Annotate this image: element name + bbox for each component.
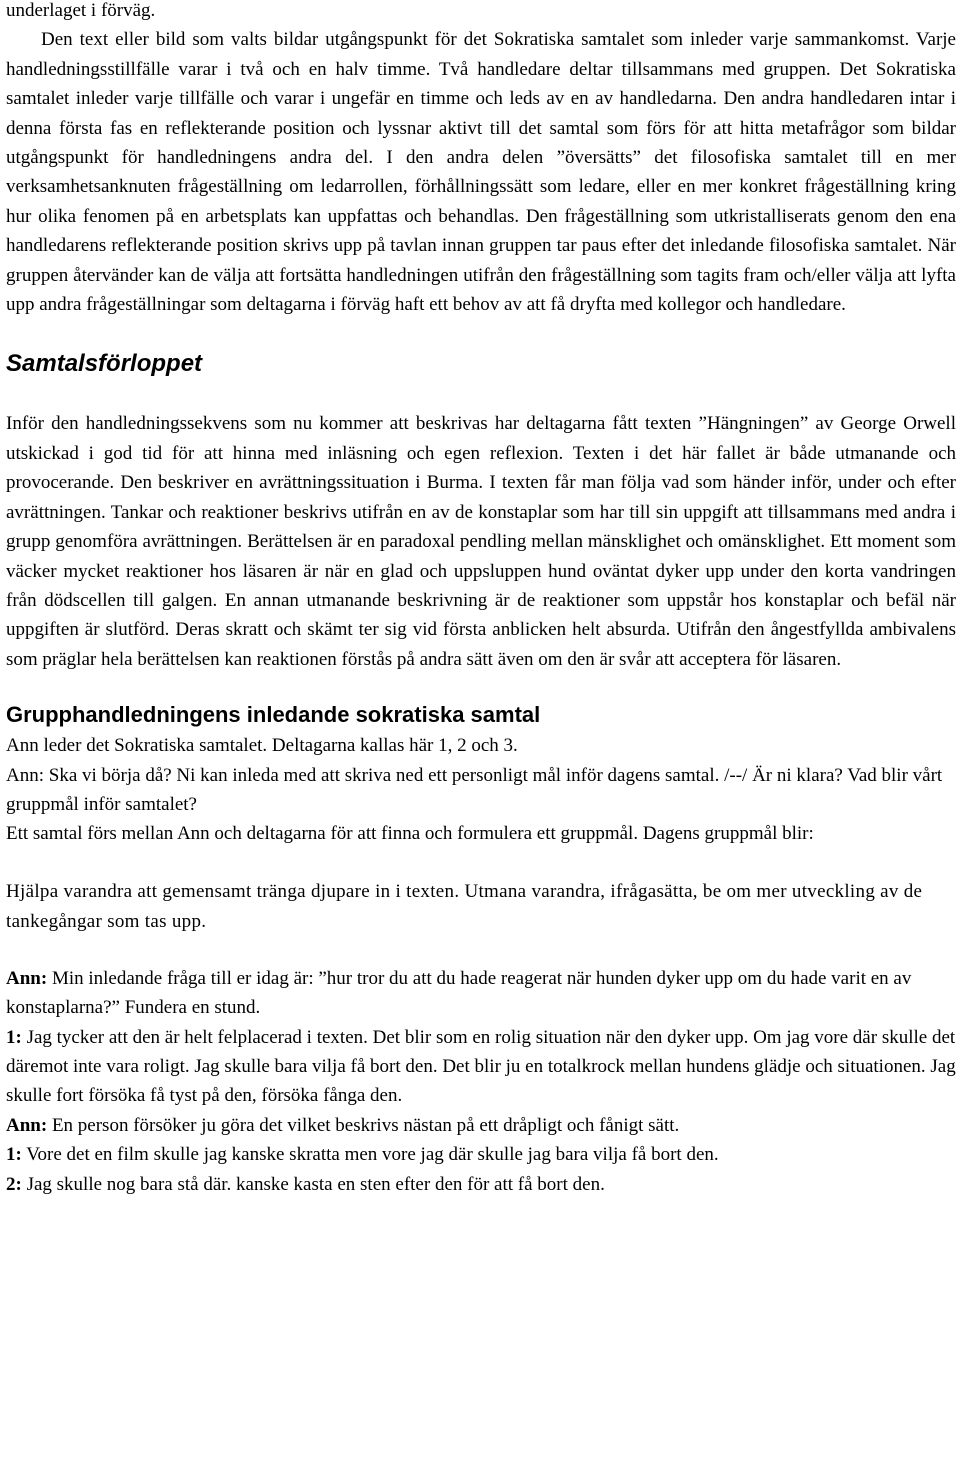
dialogue-turn xyxy=(6,1140,956,1169)
intro-line-participants: Ann leder det Sokratiska samtalet. Deltagarna kallas här 1, 2 och 3. xyxy=(6,735,518,757)
dialogue-text: Vore det en film skulle jag kanske skratta men vore jag där skulle jag bara vilja få bort den. xyxy=(21,1144,719,1166)
speaker-label: Ann: xyxy=(6,967,48,989)
intro-paragraph: Den text eller bild som valts bildar utgångspunkt för det Sokratiska samtalet som inleder varje sammankomst. Varje handledningsstillfälle varar i två och en halv timme. Två handledare deltar tillsammans med gruppen. Det Sokratiska samtalet inleder varje tillfälle och varar i ungefär en timme och leds av en av handledarna. Den andra handledaren intar i denna första fas en reflekterande position och lyssnar aktivt till det samtal som förs för att hitta metafrågor som bildar utgångspunkt för handledningens andra del. I den andra delen ”översätts” det filosofiska samtalet till en mer verksamhetsanknuten frågeställning om ledarrollen, förhållningssätt som ledare, eller en mer konkret frågeställning kring hur olika fenomen på en arbetsplats kan uppfattas och behandlas. Den frågeställning som utkristalliserats genom den ena handledarens reflekterande position skrivs upp på tavlan innan gruppen tar paus efter det inledande filosofiska samtalet. När gruppen återvänder kan de välja att fortsätta handledningen utifrån den frågeställning som tagits fram och/eller välja att lyfta upp andra frågeställningar som deltagarna i förväg haft ett behov av att få dryfta med kollegor och handledare. xyxy=(6,29,956,316)
dialogue-transcript xyxy=(6,964,956,1199)
speaker-label: 2: xyxy=(6,1173,22,1195)
intro-lead: underlaget i förväg. xyxy=(6,0,156,21)
section-heading-samtalsforloppet: Samtalsförloppet xyxy=(6,350,203,378)
dialogue-turn xyxy=(6,1023,956,1111)
dialogue-text: Min inledande fråga till er idag är: ”hur tror du att du hade reagerat när hunden dyker upp om du hade varit en av konstaplarna?” Fundera en stund. xyxy=(6,967,912,1019)
dialogue-text: Jag tycker att den är helt felplacerad i texten. Det blir som en rolig situation när den dyker upp. Om jag vore där skulle det däremot inte vara roligt. Jag skulle bara vilja få bort den. Det blir ju en totalkrock mellan hundens glädje och situationen. Jag skulle fort försöka få tyst på den, försöka fånga den. xyxy=(6,1026,956,1107)
speaker-label: 1: xyxy=(6,1026,22,1048)
speaker-label: Ann: xyxy=(6,1114,48,1136)
dialogue-text: En person försöker ju göra det vilket beskrivs nästan på ett dråpligt och fånigt sätt. xyxy=(47,1114,680,1136)
dialogue-text: Jag skulle nog bara stå där. kanske kasta en sten efter den för att få bort den. xyxy=(21,1173,605,1195)
dialogue-turn xyxy=(6,1111,956,1140)
intro-line-ann-question: Ann: Ska vi börja då? Ni kan inleda med att skriva ned ett personligt mål inför dagens samtal. /--/ Är ni klara? Vad blir vårt gruppmål inför samtalet? xyxy=(6,764,943,815)
group-goal-text: Hjälpa varandra att gemensamt tränga djupare in i texten. Utmana varandra, ifrågasätta, be om mer utveckling av de tankegångar som tas upp. xyxy=(6,880,923,932)
dialogue-turn xyxy=(6,964,956,1023)
section-paragraph-samtalsforloppet: Inför den handledningssekvens som nu kommer att beskrivas har deltagarna fått texten ”Hängningen” av George Orwell utskickad i god tid för att hinna med inläsning och egen reflexion. Texten i det här fallet är både utmanande och provocerande. Den beskriver en avrättningssituation i Burma. I texten får man följa vad som händer inför, under och efter avrättningen. Tankar och reaktioner beskrivs utifrån en av de konstaplar som har till sin uppgift att tillsammans med andra i grupp genomföra avrättningen. Berättelsen är en paradoxal pendling mellan mänsklighet och omänsklighet. Ett moment som väcker mycket reaktioner hos läsaren är när en glad och uppsluppen hund oväntat dyker upp under den korta vandringen från dödscellen till galgen. En annan utmanande beskrivning är de reaktioner som uppstår hos konstaplar och befäl när uppgiften är slutförd. Deras skratt och skämt ter sig vid första anblicken helt absurda. Utifrån den ångestfyllda ambivalens som präglar hela berättelsen kan reaktionen förstås på andra sätt även om den är svår att acceptera för läsaren. xyxy=(6,413,956,670)
speaker-label: 1: xyxy=(6,1144,22,1166)
section-heading-grupphandledning: Grupphandledningens inledande sokratiska samtal xyxy=(6,702,541,728)
document-page xyxy=(6,0,956,1199)
intro-line-group-goal: Ett samtal förs mellan Ann och deltagarna för att finna och formulera ett gruppmål. Dagens gruppmål blir: xyxy=(6,823,814,845)
dialogue-turn xyxy=(6,1170,956,1199)
